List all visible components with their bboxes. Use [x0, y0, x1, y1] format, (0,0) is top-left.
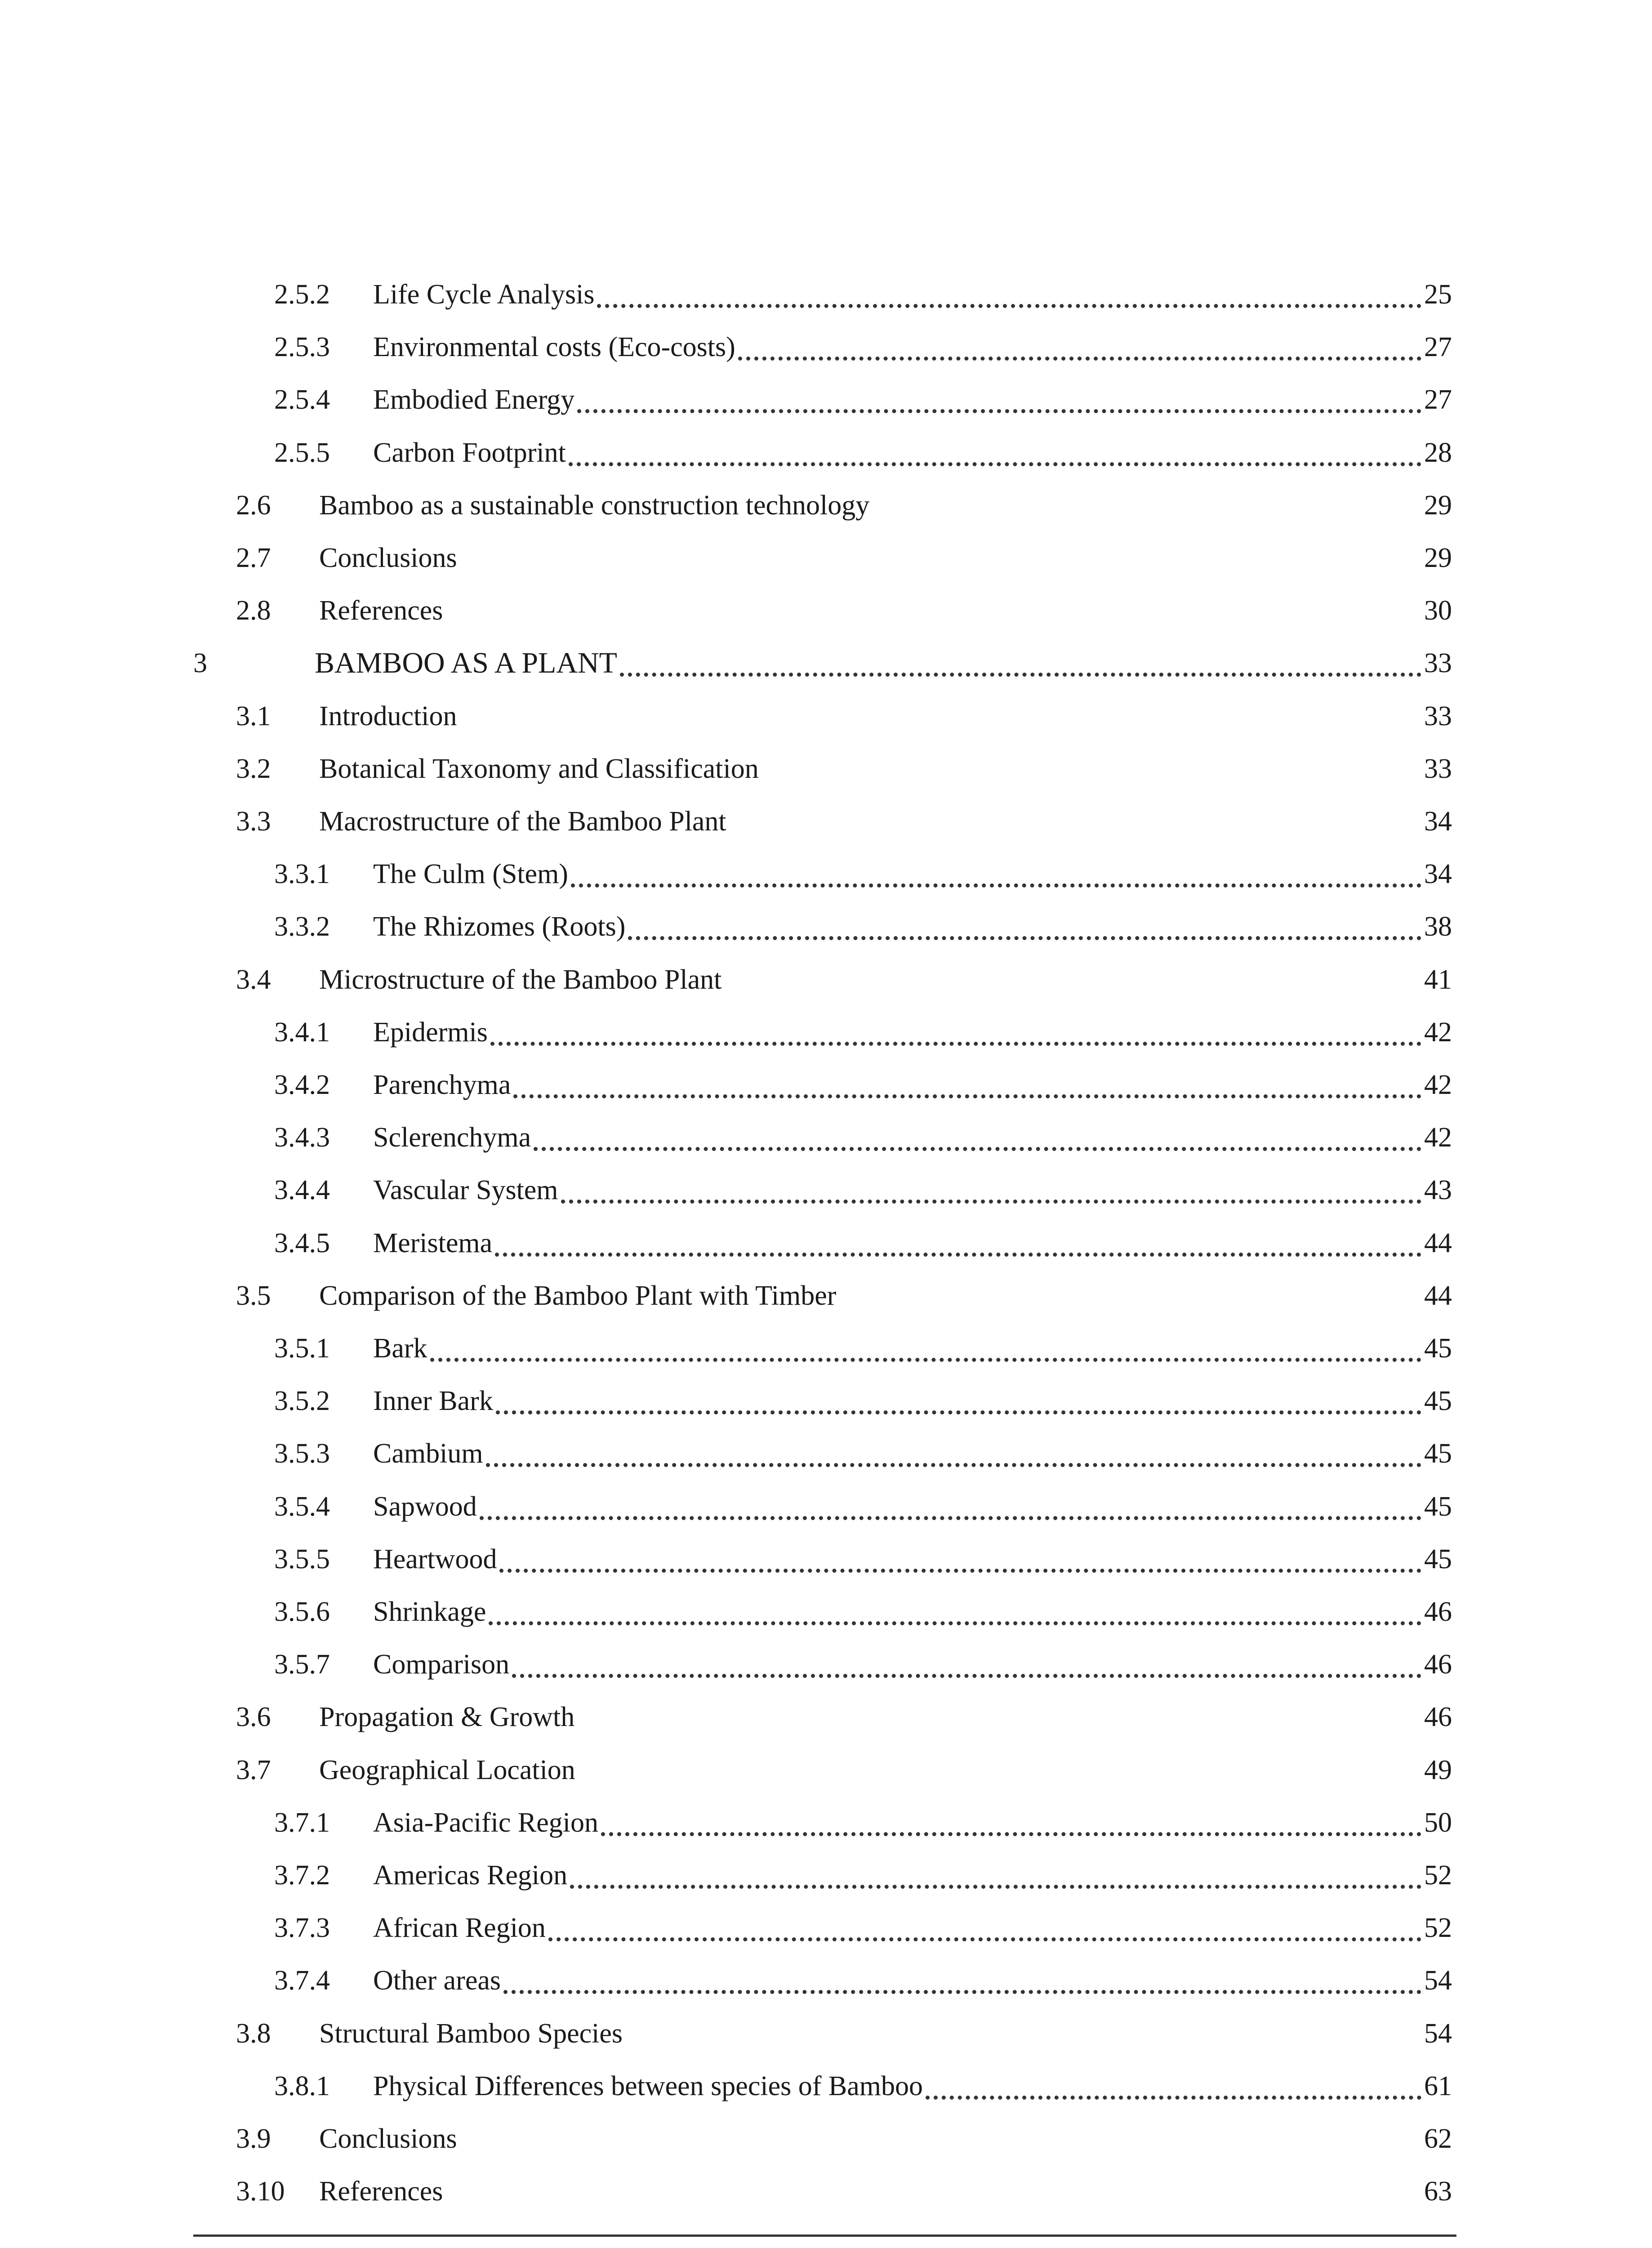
toc-entry-title: Microstructure of the Bamboo Plant: [319, 964, 722, 995]
toc-entry-number: 3.5.7: [274, 1649, 330, 1680]
toc-entry-page-number: 45: [1424, 1438, 1452, 1469]
toc-entry-page-number: 42: [1424, 1070, 1452, 1100]
dot-leader: [597, 296, 1421, 308]
toc-entry-number: 3.7.1: [274, 1807, 330, 1838]
dot-leader: [601, 1824, 1421, 1836]
toc-entry-title: Parenchyma: [373, 1070, 511, 1100]
toc-entry-page-number: 42: [1424, 1122, 1452, 1153]
toc-entry-number: 3.5.6: [274, 1597, 330, 1627]
toc-entry-number: 3.5.3: [274, 1438, 330, 1469]
toc-entry[interactable]: [193, 641, 1452, 686]
toc-entry[interactable]: [236, 2011, 1452, 2056]
toc-entry-title: Comparison of the Bamboo Plant with Timber: [319, 1280, 837, 1311]
toc-entry-number: 3.4.2: [274, 1070, 330, 1100]
toc-entry[interactable]: [274, 1010, 1452, 1055]
toc-entry[interactable]: [236, 1748, 1452, 1793]
toc-entry-page-number: 29: [1424, 543, 1452, 573]
toc-entry-page-number: 41: [1424, 964, 1452, 995]
toc-entry[interactable]: [274, 1484, 1452, 1529]
toc-entry[interactable]: [274, 1115, 1452, 1160]
toc-entry-page-number: 29: [1424, 490, 1452, 521]
toc-entry-title: Meristema: [373, 1228, 493, 1258]
toc-entry-number: 2.5.4: [274, 384, 330, 415]
toc-entry[interactable]: [236, 1273, 1452, 1318]
toc-entry-page-number: 46: [1424, 1702, 1452, 1732]
toc-entry-title: References: [319, 2176, 443, 2207]
toc-entry-title: The Culm (Stem): [373, 859, 568, 889]
toc-entry-number: 3.5.5: [274, 1544, 330, 1574]
dot-leader: [496, 1402, 1421, 1414]
toc-entry-number: 2.8: [236, 595, 271, 626]
toc-entry-page-number: 61: [1424, 2071, 1452, 2101]
toc-entry-title: Macrostructure of the Bamboo Plant: [319, 806, 726, 837]
toc-entry-title: Shrinkage: [373, 1597, 486, 1627]
toc-entry[interactable]: [274, 1958, 1452, 2003]
toc-entry-title: Propagation & Growth: [319, 1702, 575, 1732]
toc-entry[interactable]: [236, 2169, 1452, 2214]
dot-leader: [512, 1666, 1421, 1678]
dot-leader: [570, 1877, 1421, 1889]
toc-entry[interactable]: [274, 1853, 1452, 1898]
toc-entry[interactable]: [236, 694, 1452, 739]
toc-entry-title: Physical Differences between species of Bamboo: [373, 2071, 923, 2101]
toc-entry[interactable]: [236, 1695, 1452, 1740]
toc-entry-page-number: 62: [1424, 2123, 1452, 2154]
toc-entry-title: Inner Bark: [373, 1386, 493, 1416]
toc-entry-title: Epidermis: [373, 1017, 488, 1048]
toc-entry-page-number: 54: [1424, 2018, 1452, 2049]
toc-entry[interactable]: [236, 535, 1452, 580]
dot-leader: [571, 875, 1421, 888]
toc-entry-page-number: 43: [1424, 1175, 1452, 1205]
toc-entry-number: 2.5.3: [274, 332, 330, 362]
toc-entry-title: The Rhizomes (Roots): [373, 911, 626, 942]
toc-entry-number: 3.7.3: [274, 1913, 330, 1943]
toc-entry-number: 3.3.1: [274, 859, 330, 889]
toc-entry-number: 2.6: [236, 490, 271, 521]
toc-entry-page-number: 34: [1424, 859, 1452, 889]
toc-entry-number: 3.3.2: [274, 911, 330, 942]
toc-entry-number: 3.9: [236, 2123, 271, 2154]
toc-entry-title: Carbon Footprint: [373, 437, 566, 468]
toc-entry-number: 3.5.1: [274, 1333, 330, 1364]
toc-entry-title: Vascular System: [373, 1175, 558, 1205]
toc-entry-page-number: 33: [1424, 701, 1452, 731]
toc-entry-title: References: [319, 595, 443, 626]
toc-entry-page-number: 30: [1424, 595, 1452, 626]
dot-leader: [480, 1508, 1421, 1520]
footer-rule: [193, 2235, 1456, 2237]
dot-leader: [577, 401, 1421, 413]
toc-entry-title: African Region: [373, 1913, 546, 1943]
toc-entry-number: 3.5.4: [274, 1491, 330, 1522]
toc-entry-number: 3.2: [236, 754, 271, 784]
toc-entry-title: Asia-Pacific Region: [373, 1807, 599, 1838]
toc-entry-number: 2.5.5: [274, 437, 330, 468]
toc-entry-page-number: 44: [1424, 1228, 1452, 1258]
toc-entry-page-number: 49: [1424, 1755, 1452, 1785]
toc-entry-page-number: 27: [1424, 332, 1452, 362]
toc-entry-number: 3.4.5: [274, 1228, 330, 1258]
dot-leader: [628, 928, 1421, 940]
toc-entry-number: 3.3: [236, 806, 271, 837]
toc-entry-page-number: 33: [1424, 754, 1452, 784]
dot-leader: [513, 1086, 1421, 1098]
toc-entry-title: BAMBOO AS A PLANT: [315, 647, 617, 679]
toc-entry[interactable]: [274, 1642, 1452, 1687]
toc-entry-title: Sclerenchyma: [373, 1122, 531, 1153]
toc-entry-number: 3: [193, 648, 207, 678]
toc-entry-page-number: 38: [1424, 911, 1452, 942]
toc-entry-number: 3.7: [236, 1755, 271, 1785]
dot-leader: [503, 1982, 1421, 1994]
toc-entry-page-number: 52: [1424, 1913, 1452, 1943]
toc-entry-page-number: 45: [1424, 1386, 1452, 1416]
toc-entry-page-number: 52: [1424, 1860, 1452, 1891]
toc-entry-number: 3.5.2: [274, 1386, 330, 1416]
toc-entry-number: 3.4.3: [274, 1122, 330, 1153]
toc-entry-page-number: 45: [1424, 1491, 1452, 1522]
toc-entry-number: 3.6: [236, 1702, 271, 1732]
toc-entry-number: 3.8: [236, 2018, 271, 2049]
toc-entry-page-number: 44: [1424, 1280, 1452, 1311]
toc-entry-page-number: 54: [1424, 1965, 1452, 1996]
toc-entry[interactable]: [236, 957, 1452, 1002]
toc-entry-page-number: 27: [1424, 384, 1452, 415]
toc-entry-number: 3.10: [236, 2176, 285, 2207]
toc-entry[interactable]: [236, 483, 1452, 528]
toc-entry-number: 3.8.1: [274, 2071, 330, 2101]
toc-entry-title: Environmental costs (Eco-costs): [373, 332, 735, 362]
toc-entry[interactable]: [274, 1800, 1452, 1845]
toc-entry-number: 3.4.4: [274, 1175, 330, 1205]
toc-entry[interactable]: [236, 799, 1452, 844]
toc-entry[interactable]: [274, 1326, 1452, 1371]
toc-entry-page-number: 42: [1424, 1017, 1452, 1048]
toc-entry[interactable]: [274, 325, 1452, 370]
toc-entry-number: 3.7.2: [274, 1860, 330, 1891]
toc-entry-number: 3.4: [236, 964, 271, 995]
toc-entry[interactable]: [274, 852, 1452, 897]
toc-entry[interactable]: [274, 377, 1452, 422]
toc-entry-page-number: 50: [1424, 1807, 1452, 1838]
dot-leader: [486, 1455, 1421, 1467]
toc-entry[interactable]: [274, 1537, 1452, 1582]
toc-entry-number: 2.7: [236, 543, 271, 573]
dot-leader: [499, 1561, 1421, 1573]
toc-entry-title: Structural Bamboo Species: [319, 2018, 623, 2049]
toc-entry-number: 3.1: [236, 701, 271, 731]
toc-entry-title: Heartwood: [373, 1544, 497, 1574]
toc-entry-title: Cambium: [373, 1438, 483, 1469]
dot-leader: [561, 1191, 1421, 1204]
toc-entry-number: 3.7.4: [274, 1965, 330, 1996]
toc-entry[interactable]: [236, 746, 1452, 791]
toc-entry-title: Conclusions: [319, 2123, 457, 2154]
toc-entry-title: Sapwood: [373, 1491, 477, 1522]
dot-leader: [738, 348, 1421, 361]
toc-entry-title: Americas Region: [373, 1860, 568, 1891]
dot-leader: [489, 1613, 1421, 1625]
toc-entry-page-number: 45: [1424, 1544, 1452, 1574]
toc-entry-page-number: 25: [1424, 279, 1452, 310]
toc-entry-page-number: 33: [1424, 648, 1452, 678]
toc-entry-title: Bamboo as a sustainable construction technology: [319, 490, 870, 521]
toc-entry-page-number: 63: [1424, 2176, 1452, 2207]
toc-entry-page-number: 45: [1424, 1333, 1452, 1364]
dot-leader: [534, 1139, 1421, 1151]
toc-entry-title: Other areas: [373, 1965, 501, 1996]
toc-entry[interactable]: [236, 2116, 1452, 2161]
dot-leader: [569, 454, 1421, 466]
toc-entry-title: Life Cycle Analysis: [373, 279, 595, 310]
toc-entry[interactable]: [274, 1905, 1452, 1950]
dot-leader: [926, 2087, 1421, 2100]
toc-entry-page-number: 46: [1424, 1597, 1452, 1627]
toc-entry-page-number: 46: [1424, 1649, 1452, 1680]
toc-entry[interactable]: [274, 430, 1452, 475]
toc-entry[interactable]: [274, 1378, 1452, 1423]
toc-entry[interactable]: [274, 1589, 1452, 1634]
toc-entry-number: 3.4.1: [274, 1017, 330, 1048]
dot-leader: [495, 1244, 1421, 1257]
dot-leader: [490, 1034, 1421, 1046]
toc-entry[interactable]: [274, 272, 1452, 317]
toc-entry-number: 2.5.2: [274, 279, 330, 310]
dot-leader: [548, 1929, 1421, 1941]
dot-leader: [430, 1350, 1421, 1362]
toc-entry-page-number: 34: [1424, 806, 1452, 837]
toc-entry[interactable]: [274, 1431, 1452, 1476]
toc-entry-title: Conclusions: [319, 543, 457, 573]
toc-entry-title: Comparison: [373, 1649, 510, 1680]
toc-entry-title: Geographical Location: [319, 1755, 575, 1785]
toc-entry[interactable]: [274, 1168, 1452, 1213]
toc-entry-title: Introduction: [319, 701, 457, 731]
toc-entry-title: Bark: [373, 1333, 427, 1364]
toc-entry[interactable]: [274, 1221, 1452, 1266]
toc-entry[interactable]: [274, 904, 1452, 949]
toc-entry[interactable]: [236, 588, 1452, 633]
toc-entry[interactable]: [274, 2064, 1452, 2109]
toc-entry[interactable]: [274, 1062, 1452, 1107]
toc-entry-page-number: 28: [1424, 437, 1452, 468]
toc-entry-title: Embodied Energy: [373, 384, 575, 415]
toc-entry-title: Botanical Taxonomy and Classification: [319, 754, 759, 784]
dot-leader: [620, 665, 1421, 677]
toc-entry-number: 3.5: [236, 1280, 271, 1311]
